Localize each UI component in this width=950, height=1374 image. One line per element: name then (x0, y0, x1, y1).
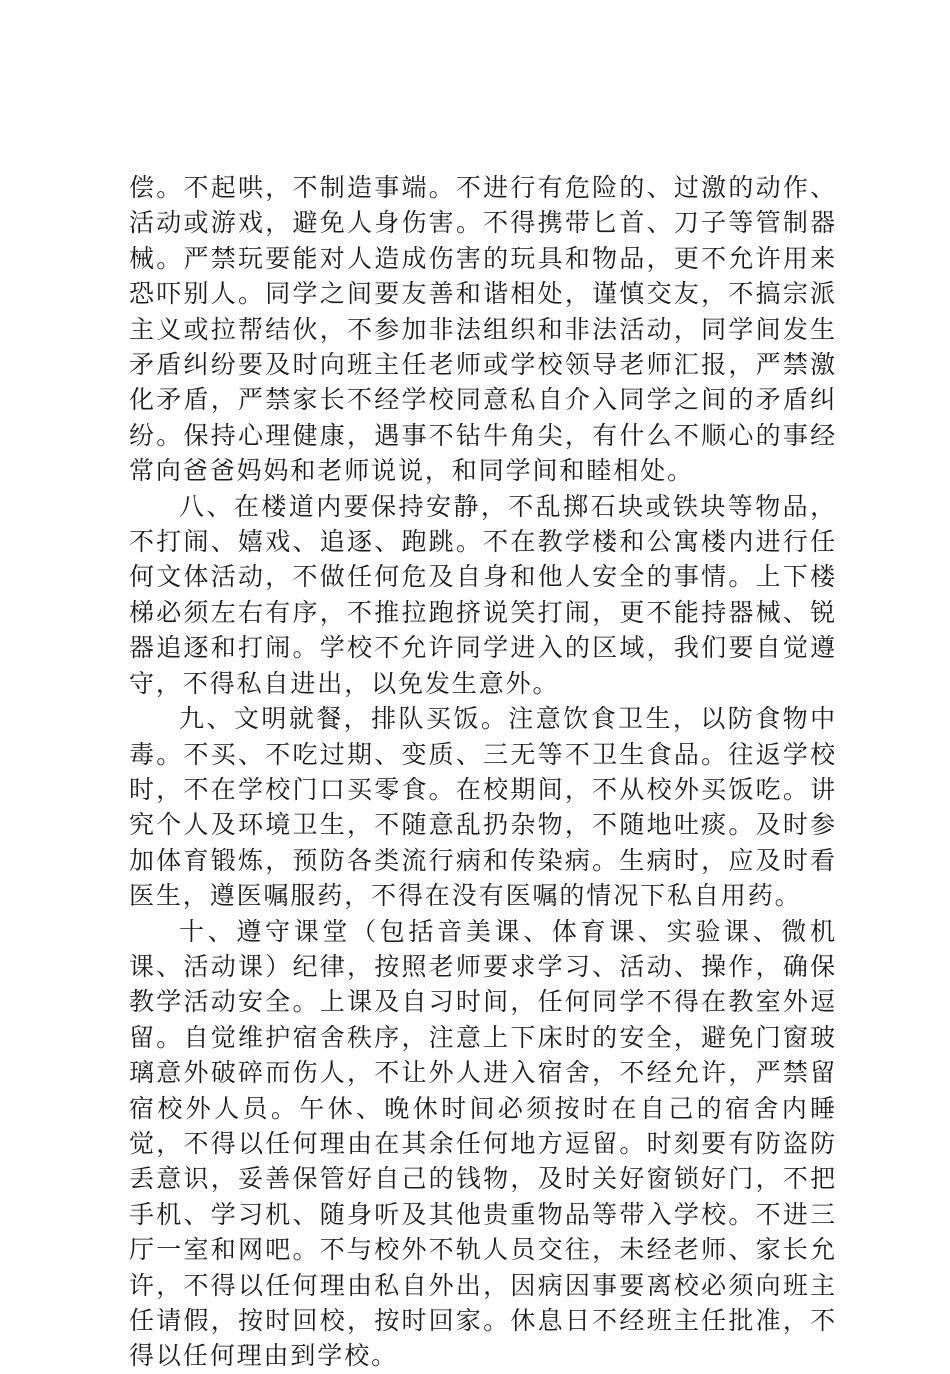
paragraph-rule-10: 十、遵守课堂（包括音美课、体育课、实验课、微机课、活动课）纪律，按照老师要求学习、活动、操作，确保教学活动安全。上课及自习时间，任何同学不得在教室外逗留。自觉维护宿舍秩序，注意上下床时的安全，避免门窗玻璃意外破碎而伤人，不让外人进入宿舍，不经允许，严禁留宿校外人员。午休、晚休时间必须按时在自己的宿舍内睡觉，不得以任何理由在其余任何地方逗留。时刻要有防盗防丢意识，妥善保管好自己的钱物，及时关好窗锁好门，不把手机、学习机、随身听及其他贵重物品等带入学校。不进三厅一室和网吧。不与校外不轨人员交往，未经老师、家长允许，不得以任何理由私自外出，因病因事要离校必须向班主任请假，按时回校，按时回家。休息日不经班主任批准，不得以任何理由到学校。 (129, 916, 837, 1371)
paragraph-rule-9: 九、文明就餐，排队买饭。注意饮食卫生，以防食物中毒。不买、不吃过期、变质、三无等不卫生食品。往返学校时，不在学校门口买零食。在校期间，不从校外买饭吃。讲究个人及环境卫生，不随意乱扔杂物，不随地吐痰。及时参加体育锻炼，预防各类流行病和传染病。生病时，应及时看医生，遵医嘱服药，不得在没有医嘱的情况下私自用药。 (129, 704, 837, 911)
paragraph-rule-8: 八、在楼道内要保持安静，不乱掷石块或铁块等物品，不打闹、嬉戏、追逐、跑跳。不在教学楼和公寓楼内进行任何文体活动，不做任何危及自身和他人安全的事情。上下楼梯必须左右有序，不推拉跑挤说笑打闹，更不能持器械、锐器追逐和打闹。学校不允许同学进入的区域，我们要自觉遵守，不得私自进出，以免发生意外。 (129, 491, 837, 698)
paragraph-continuation: 偿。不起哄，不制造事端。不进行有危险的、过激的动作、活动或游戏，避免人身伤害。不得携带匕首、刀子等管制器械。严禁玩要能对人造成伤害的玩具和物品，更不允许用来恐吓别人。同学之间要友善和谐相处，谨慎交友，不搞宗派主义或拉帮结伙，不参加非法组织和非法活动，同学间发生矛盾纠纷要及时向班主任老师或学校领导老师汇报，严禁激化矛盾，严禁家长不经学校同意私自介入同学之间的矛盾纠纷。保持心理健康，遇事不钻牛角尖，有什么不顺心的事经常向爸爸妈妈和老师说说，和同学间和睦相处。 (129, 173, 837, 486)
document-body (129, 170, 837, 1374)
